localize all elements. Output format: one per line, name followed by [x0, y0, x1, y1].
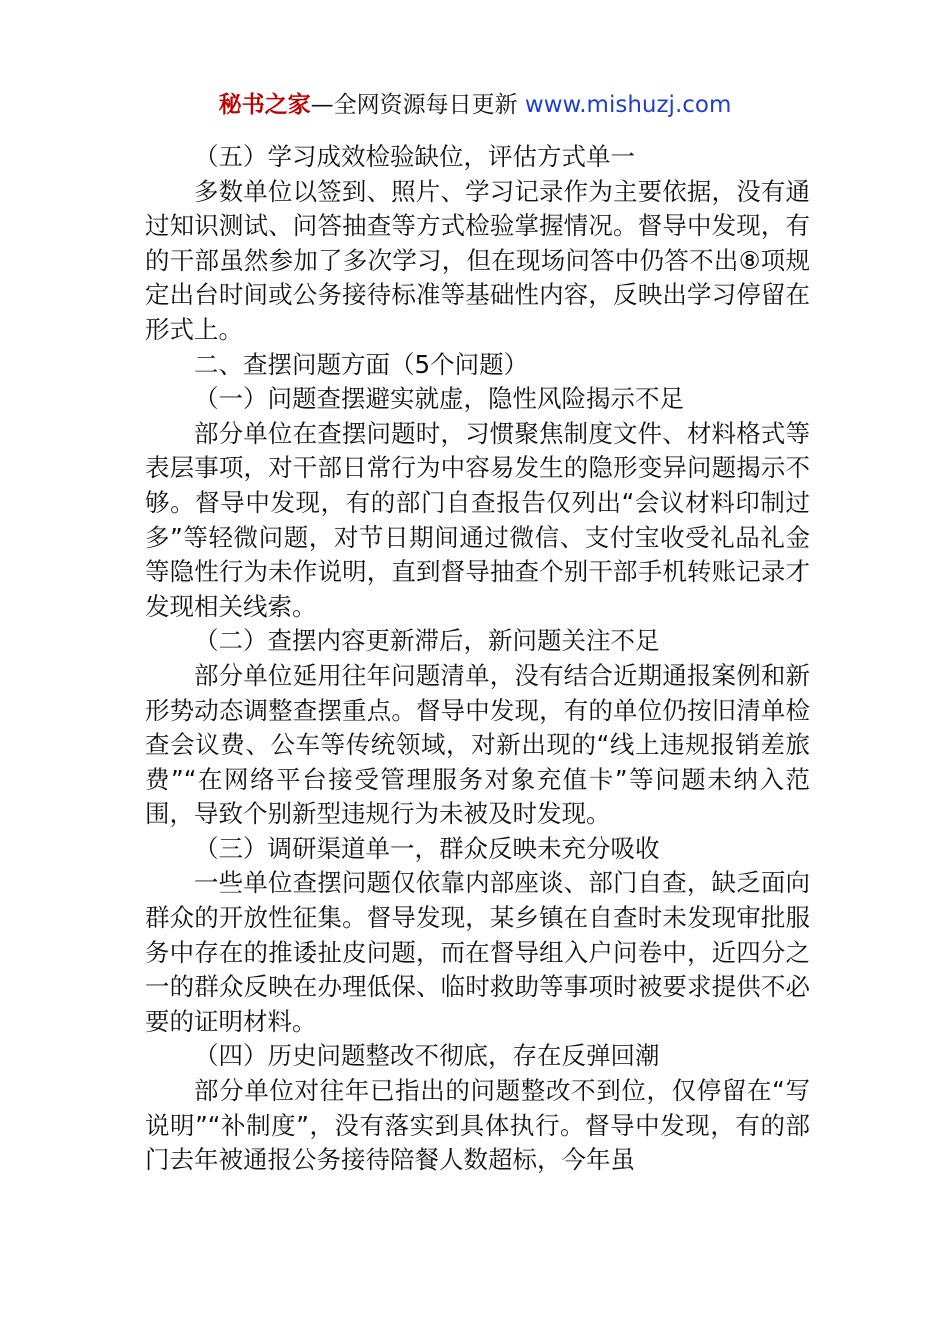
site-header — [0, 88, 950, 122]
document-body — [145, 140, 810, 1178]
section-heading: （二）查摆内容更新滞后，新问题关注不足 — [194, 626, 660, 656]
paragraph: 多数单位以签到、照片、学习记录作为主要依据，没有通过知识测试、问答抽查等方式检验掌握情况。督导中发现，有的干部虽然参加了多次学习，但在现场问答中仍答不出⑧项规定出台时间或公务接待标准等基础性内容，反映出学习停留在形式上。 — [145, 176, 810, 344]
brand-name: 秘书之家 — [218, 92, 311, 118]
paragraph: 部分单位对往年已指出的问题整改不到位，仅停留在“写说明”“补制度”，没有落实到具体执行。督导中发现，有的部门去年被通报公务接待陪餐人数超标，今年虽 — [145, 1076, 810, 1175]
section-heading: （一）问题查摆避实就虚，隐性风险揭示不足 — [194, 384, 684, 414]
part-heading: 二、查摆问题方面（5个问题） — [194, 349, 529, 379]
section-heading: （三）调研渠道单一，群众反映未充分吸收 — [194, 833, 660, 863]
header-slogan: —全网资源每日更新 — [310, 92, 525, 118]
paragraph: 部分单位延用往年问题清单，没有结合近期通报案例和新形势动态调整查摆重点。督导中发现，有的单位仍按旧清单检查会议费、公车等传统领域，对新出现的“线上违规报销差旅费”“在网络平台接受管理服务对象充值卡”等问题未纳入范围，导致个别新型违规行为未被及时发现。 — [145, 660, 810, 829]
paragraph: 一些单位查摆问题仅依靠内部座谈、部门自查，缺乏面向群众的开放性征集。督导发现，某乡镇在自查时未发现审批服务中存在的推诿扯皮问题，而在督导组入户问卷中，近四分之一的群众反映在办理低保、临时救助等事项时被要求提供不必要的证明材料。 — [145, 868, 810, 1036]
section-heading: （五）学习成效检验缺位，评估方式单一 — [194, 142, 635, 171]
section-heading: （四）历史问题整改不彻底，存在反弹回潮 — [194, 1041, 660, 1071]
site-url[interactable]: www.mishuzj.com — [524, 92, 732, 118]
paragraph: 部分单位在查摆问题时，习惯聚焦制度文件、材料格式等表层事项，对干部日常行为中容易发生的隐形变异问题揭示不够。督导中发现，有的部门自查报告仅列出“会议材料印制过多”等轻微问题，对节日期间通过微信、支付宝收受礼品礼金等隐性行为未作说明，直到督导抽查个别干部手机转账记录才发现相关线索。 — [145, 418, 810, 621]
